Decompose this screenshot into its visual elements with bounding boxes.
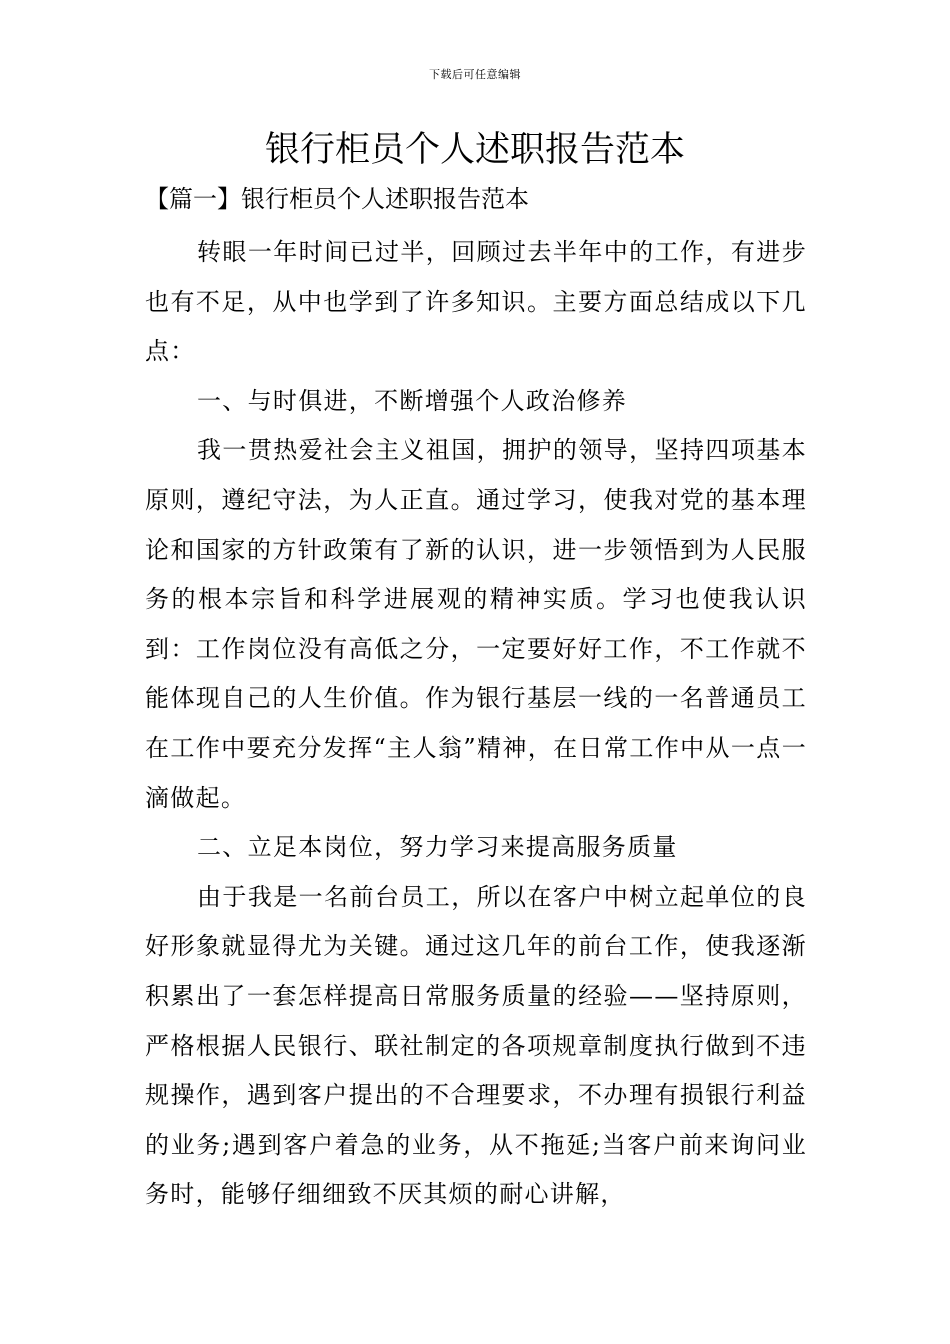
header-note: 下载后可任意编辑 bbox=[429, 68, 521, 81]
section-label: 【篇一】银行柜员个人述职报告范本 bbox=[145, 185, 529, 213]
paragraph-political: 我一贯热爱社会主义祖国，拥护的领导，坚持四项基本原则，遵纪守法，为人正直。通过学习，使我对党的基本理论和国家的方针政策有了新的认识，进一步领悟到为人民服务的根本宗旨和科学进展观的精神实质。学习也使我认识到：工作岗位没有高低之分，一定要好好工作，不工作就不能体现自己的人生价值。作为银行基层一线的一名普通员工在工作中要充分发挥“主人翁”精神，在日常工作中从一点一滴做起。 bbox=[145, 436, 807, 812]
section-heading-2: 二、立足本岗位，努力学习来提高服务质量 bbox=[197, 833, 678, 862]
document-body bbox=[145, 178, 807, 1220]
document-title: 银行柜员个人述职报告范本 bbox=[264, 130, 685, 170]
section-heading-1: 一、与时俱进，不断增强个人政治修养 bbox=[197, 386, 628, 415]
paragraph-service: 由于我是一名前台员工，所以在客户中树立起单位的良好形象就显得尤为关键。通过这几年的前台工作，使我逐渐积累出了一套怎样提高日常服务质量的经验——坚持原则，严格根据人民银行、联社制定的各项规章制度执行做到不违规操作，遇到客户提出的不合理要求，不办理有损银行利益的业务;遇到客户着急的业务，从不拖延;当客户前来询问业务时，能够仔细细致不厌其烦的耐心讲解， bbox=[145, 882, 807, 1209]
paragraph-intro: 转眼一年时间已过半，回顾过去半年中的工作，有进步也有不足，从中也学到了许多知识。主要方面总结成以下几点： bbox=[145, 238, 807, 366]
